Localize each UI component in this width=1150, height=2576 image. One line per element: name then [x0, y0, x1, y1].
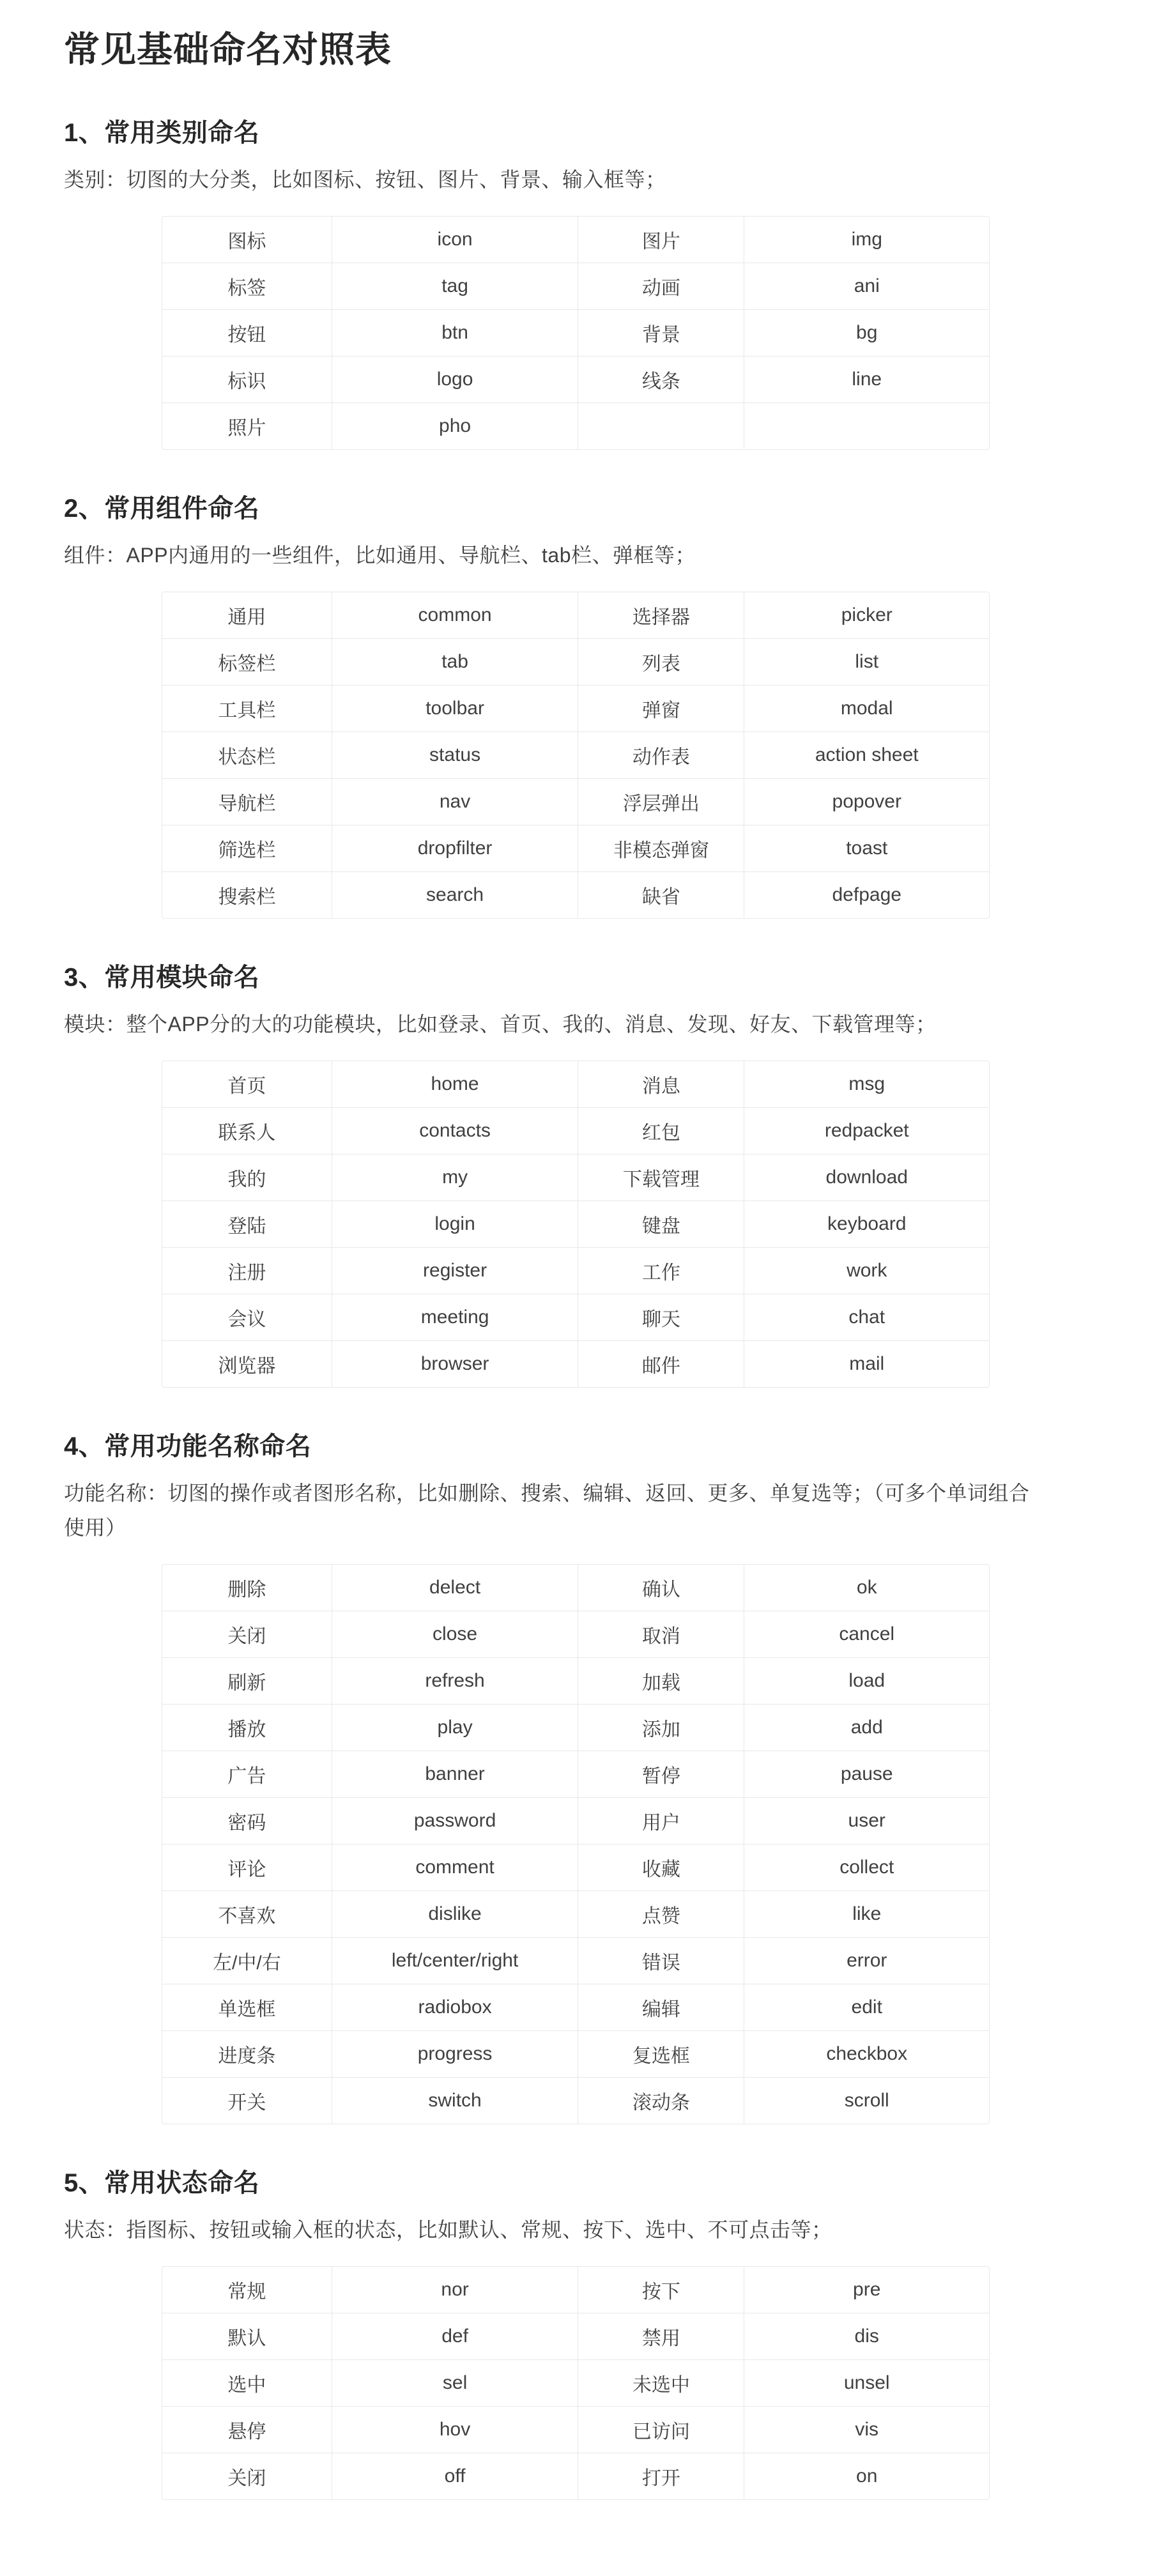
table-row: [162, 1798, 989, 1844]
table-row: [162, 1108, 989, 1154]
table-row: [162, 403, 989, 450]
page-title: 常见基础命名对照表: [64, 29, 392, 70]
table-cell: add: [744, 1705, 989, 1751]
table-cell: 关闭: [162, 2453, 332, 2500]
table-cell: ok: [744, 1565, 989, 1611]
table-cell: 错误: [578, 1938, 744, 1984]
table-cell: 不喜欢: [162, 1891, 332, 1938]
table-cell: 首页: [227, 1076, 266, 1097]
table-cell: 标签: [162, 263, 332, 310]
table-cell: search: [332, 872, 578, 919]
table-row: [162, 217, 989, 263]
table-cell: collect: [744, 1844, 989, 1891]
table-cell: pho: [332, 403, 578, 450]
table-cell: edit: [744, 1984, 989, 2031]
table-row: [162, 1341, 989, 1388]
table-cell: 图片: [578, 217, 744, 263]
table-cell: 动画: [578, 263, 744, 310]
table-row: [162, 2267, 989, 2313]
table-row: [162, 872, 989, 919]
table-cell: login: [332, 1201, 578, 1248]
table-cell: 选择器: [578, 592, 744, 639]
table-cell: 进度条: [162, 2031, 332, 2078]
table-cell: common: [332, 592, 578, 639]
table-cell: 浮层弹出: [578, 779, 744, 825]
table-cell: 评论: [162, 1844, 332, 1891]
table-row: [162, 1938, 989, 1984]
table-cell: 添加: [578, 1705, 744, 1751]
section-description: 组件：APP内通用的一些组件，比如通用、导航栏、tab栏、弹框等；: [64, 544, 696, 567]
section-component-naming: [64, 491, 1086, 919]
table-cell: on: [744, 2453, 989, 2500]
table-cell: 禁用: [578, 2313, 744, 2360]
table-cell: 标签栏: [162, 639, 332, 686]
table-row: [162, 2078, 989, 2124]
table-cell: [578, 403, 744, 450]
table-row: [162, 1705, 989, 1751]
table-row: [162, 779, 989, 825]
table-cell: line: [744, 356, 989, 403]
table-cell: modal: [744, 686, 989, 732]
table-cell: 工具栏: [162, 686, 332, 732]
table-cell: 刷新: [162, 1658, 332, 1705]
table-cell: 默认: [162, 2313, 332, 2360]
table-cell: 注册: [162, 1248, 332, 1294]
table-cell: progress: [332, 2031, 578, 2078]
section-description: 类别：切图的大分类，比如图标、按钮、图片、背景、输入框等；: [64, 168, 666, 191]
table-cell: play: [332, 1705, 578, 1751]
table-cell: switch: [332, 2078, 578, 2124]
table-cell: 登陆: [162, 1201, 332, 1248]
table-cell: 我的: [162, 1154, 332, 1201]
section-heading: 5、常用状态命名: [64, 2169, 260, 2197]
table-cell: user: [744, 1798, 989, 1844]
table-row: [162, 1844, 989, 1891]
table-cell: meeting: [332, 1294, 578, 1341]
table-cell: btn: [332, 310, 578, 356]
table-cell: password: [332, 1798, 578, 1844]
table-cell: 常规: [227, 2281, 266, 2303]
table-cell: bg: [744, 310, 989, 356]
table-cell: 删除: [227, 1579, 266, 1600]
table-row: [162, 639, 989, 686]
table-cell: scroll: [744, 2078, 989, 2124]
section-function-naming: [64, 1429, 1086, 2124]
table-cell: download: [744, 1154, 989, 1201]
table-cell: 按钮: [162, 310, 332, 356]
table-row: [162, 1294, 989, 1341]
table-cell: dislike: [332, 1891, 578, 1938]
table-cell: comment: [332, 1844, 578, 1891]
table-row: [162, 2360, 989, 2407]
table-cell: 筛选栏: [162, 825, 332, 872]
table-cell: logo: [332, 356, 578, 403]
table-row: [162, 2453, 989, 2500]
section-description: 状态：指图标、按钮或输入框的状态，比如默认、常规、按下、选中、不可点击等；: [64, 2218, 832, 2241]
table-cell: ani: [744, 263, 989, 310]
table-cell: 弹窗: [578, 686, 744, 732]
table-cell: 加载: [578, 1658, 744, 1705]
table-cell: icon: [332, 217, 578, 263]
table-cell: tag: [332, 263, 578, 310]
table-cell: dropfilter: [332, 825, 578, 872]
table-cell: 收藏: [578, 1844, 744, 1891]
table-cell: banner: [332, 1751, 578, 1798]
naming-table-container: [162, 1061, 990, 1388]
table-cell: 通用: [227, 607, 266, 628]
table-cell: 非模态弹窗: [578, 825, 744, 872]
table-row: [162, 1061, 989, 1108]
table-cell: 确认: [578, 1565, 744, 1611]
table-cell: 消息: [578, 1061, 744, 1108]
naming-table-container: [162, 1564, 990, 2124]
table-cell: off: [332, 2453, 578, 2500]
naming-table: [162, 1565, 989, 2124]
table-cell: 图标: [227, 231, 266, 252]
section-module-naming: [64, 960, 1086, 1388]
table-cell: load: [744, 1658, 989, 1705]
table-row: [162, 2407, 989, 2453]
table-row: [162, 1751, 989, 1798]
table-row: [162, 1565, 989, 1611]
table-cell: unsel: [744, 2360, 989, 2407]
table-cell: radiobox: [332, 1984, 578, 2031]
table-row: [162, 263, 989, 310]
table-cell: status: [332, 732, 578, 779]
table-cell: 按下: [578, 2267, 744, 2313]
table-cell: chat: [744, 1294, 989, 1341]
table-cell: pre: [744, 2267, 989, 2313]
table-cell: dis: [744, 2313, 989, 2360]
naming-table-container: [162, 216, 990, 450]
table-cell: def: [332, 2313, 578, 2360]
naming-table-container: [162, 2266, 990, 2500]
table-cell: sel: [332, 2360, 578, 2407]
section-description: 功能名称：切图的操作或者图形名称，比如删除、搜索、编辑、返回、更多、单复选等；（可多个单词组合使用）: [64, 1482, 1030, 1539]
table-cell: msg: [744, 1061, 989, 1108]
table-cell: 浏览器: [162, 1341, 332, 1388]
table-cell: 已访问: [578, 2407, 744, 2453]
table-row: [162, 592, 989, 639]
table-cell: left/center/right: [332, 1938, 578, 1984]
table-row: [162, 2031, 989, 2078]
table-cell: 会议: [162, 1294, 332, 1341]
table-cell: 下载管理: [578, 1154, 744, 1201]
table-row: [162, 732, 989, 779]
table-row: [162, 1658, 989, 1705]
table-cell: 开关: [162, 2078, 332, 2124]
table-cell: register: [332, 1248, 578, 1294]
table-cell: redpacket: [744, 1108, 989, 1154]
table-cell: list: [744, 639, 989, 686]
table-cell: home: [332, 1061, 578, 1108]
table-row: [162, 825, 989, 872]
table-cell: my: [332, 1154, 578, 1201]
section-heading: 2、常用组件命名: [64, 494, 260, 523]
section-heading: 3、常用模块命名: [64, 963, 260, 992]
table-row: [162, 1611, 989, 1658]
table-cell: 暂停: [578, 1751, 744, 1798]
table-cell: 照片: [162, 403, 332, 450]
table-cell: close: [332, 1611, 578, 1658]
table-cell: 单选框: [162, 1984, 332, 2031]
table-cell: hov: [332, 2407, 578, 2453]
table-cell: contacts: [332, 1108, 578, 1154]
table-cell: cancel: [744, 1611, 989, 1658]
table-cell: tab: [332, 639, 578, 686]
table-cell: nav: [332, 779, 578, 825]
table-cell: 红包: [578, 1108, 744, 1154]
naming-table-container: [162, 592, 990, 919]
table-cell: 缺省: [578, 872, 744, 919]
table-cell: 动作表: [578, 732, 744, 779]
table-row: [162, 310, 989, 356]
table-cell: 标识: [162, 356, 332, 403]
table-cell: 打开: [578, 2453, 744, 2500]
table-cell: checkbox: [744, 2031, 989, 2078]
table-cell: 列表: [578, 639, 744, 686]
table-cell: 搜索栏: [162, 872, 332, 919]
table-row: [162, 1984, 989, 2031]
table-cell: toast: [744, 825, 989, 872]
table-cell: 线条: [578, 356, 744, 403]
table-cell: 用户: [578, 1798, 744, 1844]
table-cell: defpage: [744, 872, 989, 919]
table-cell: [744, 403, 989, 450]
table-cell: 编辑: [578, 1984, 744, 2031]
table-cell: picker: [744, 592, 989, 639]
section-category-naming: [64, 115, 1086, 450]
table-cell: 取消: [578, 1611, 744, 1658]
table-row: [162, 1248, 989, 1294]
table-cell: 左/中/右: [162, 1938, 332, 1984]
table-row: [162, 2313, 989, 2360]
table-cell: 背景: [578, 310, 744, 356]
table-cell: pause: [744, 1751, 989, 1798]
table-cell: 密码: [162, 1798, 332, 1844]
table-cell: popover: [744, 779, 989, 825]
table-cell: 复选框: [578, 2031, 744, 2078]
table-cell: toolbar: [332, 686, 578, 732]
table-row: [162, 1154, 989, 1201]
table-cell: 导航栏: [162, 779, 332, 825]
table-cell: refresh: [332, 1658, 578, 1705]
table-cell: nor: [332, 2267, 578, 2313]
table-cell: keyboard: [744, 1201, 989, 1248]
table-cell: 联系人: [162, 1108, 332, 1154]
section-heading: 1、常用类别命名: [64, 119, 260, 147]
table-cell: vis: [744, 2407, 989, 2453]
table-cell: 状态栏: [162, 732, 332, 779]
table-cell: browser: [332, 1341, 578, 1388]
table-cell: action sheet: [744, 732, 989, 779]
table-cell: 关闭: [162, 1611, 332, 1658]
table-cell: 点赞: [578, 1891, 744, 1938]
table-cell: mail: [744, 1341, 989, 1388]
table-cell: 播放: [162, 1705, 332, 1751]
table-cell: 邮件: [578, 1341, 744, 1388]
naming-table: [162, 1061, 989, 1387]
section-heading: 4、常用功能名称命名: [64, 1432, 312, 1460]
table-row: [162, 356, 989, 403]
table-cell: 选中: [162, 2360, 332, 2407]
table-row: [162, 1891, 989, 1938]
table-cell: work: [744, 1248, 989, 1294]
naming-table: [162, 2267, 989, 2499]
section-description: 模块：整个APP分的大的功能模块，比如登录、首页、我的、消息、发现、好友、下载管理等；: [64, 1013, 937, 1036]
table-cell: 悬停: [162, 2407, 332, 2453]
table-cell: error: [744, 1938, 989, 1984]
table-cell: img: [744, 217, 989, 263]
table-cell: 广告: [162, 1751, 332, 1798]
naming-table: [162, 592, 989, 918]
naming-table: [162, 217, 989, 449]
table-row: [162, 686, 989, 732]
table-cell: like: [744, 1891, 989, 1938]
table-cell: 滚动条: [578, 2078, 744, 2124]
section-state-naming: [64, 2165, 1086, 2500]
table-cell: 聊天: [578, 1294, 744, 1341]
table-cell: delect: [332, 1565, 578, 1611]
table-cell: 工作: [578, 1248, 744, 1294]
table-row: [162, 1201, 989, 1248]
table-cell: 键盘: [578, 1201, 744, 1248]
table-cell: 未选中: [578, 2360, 744, 2407]
